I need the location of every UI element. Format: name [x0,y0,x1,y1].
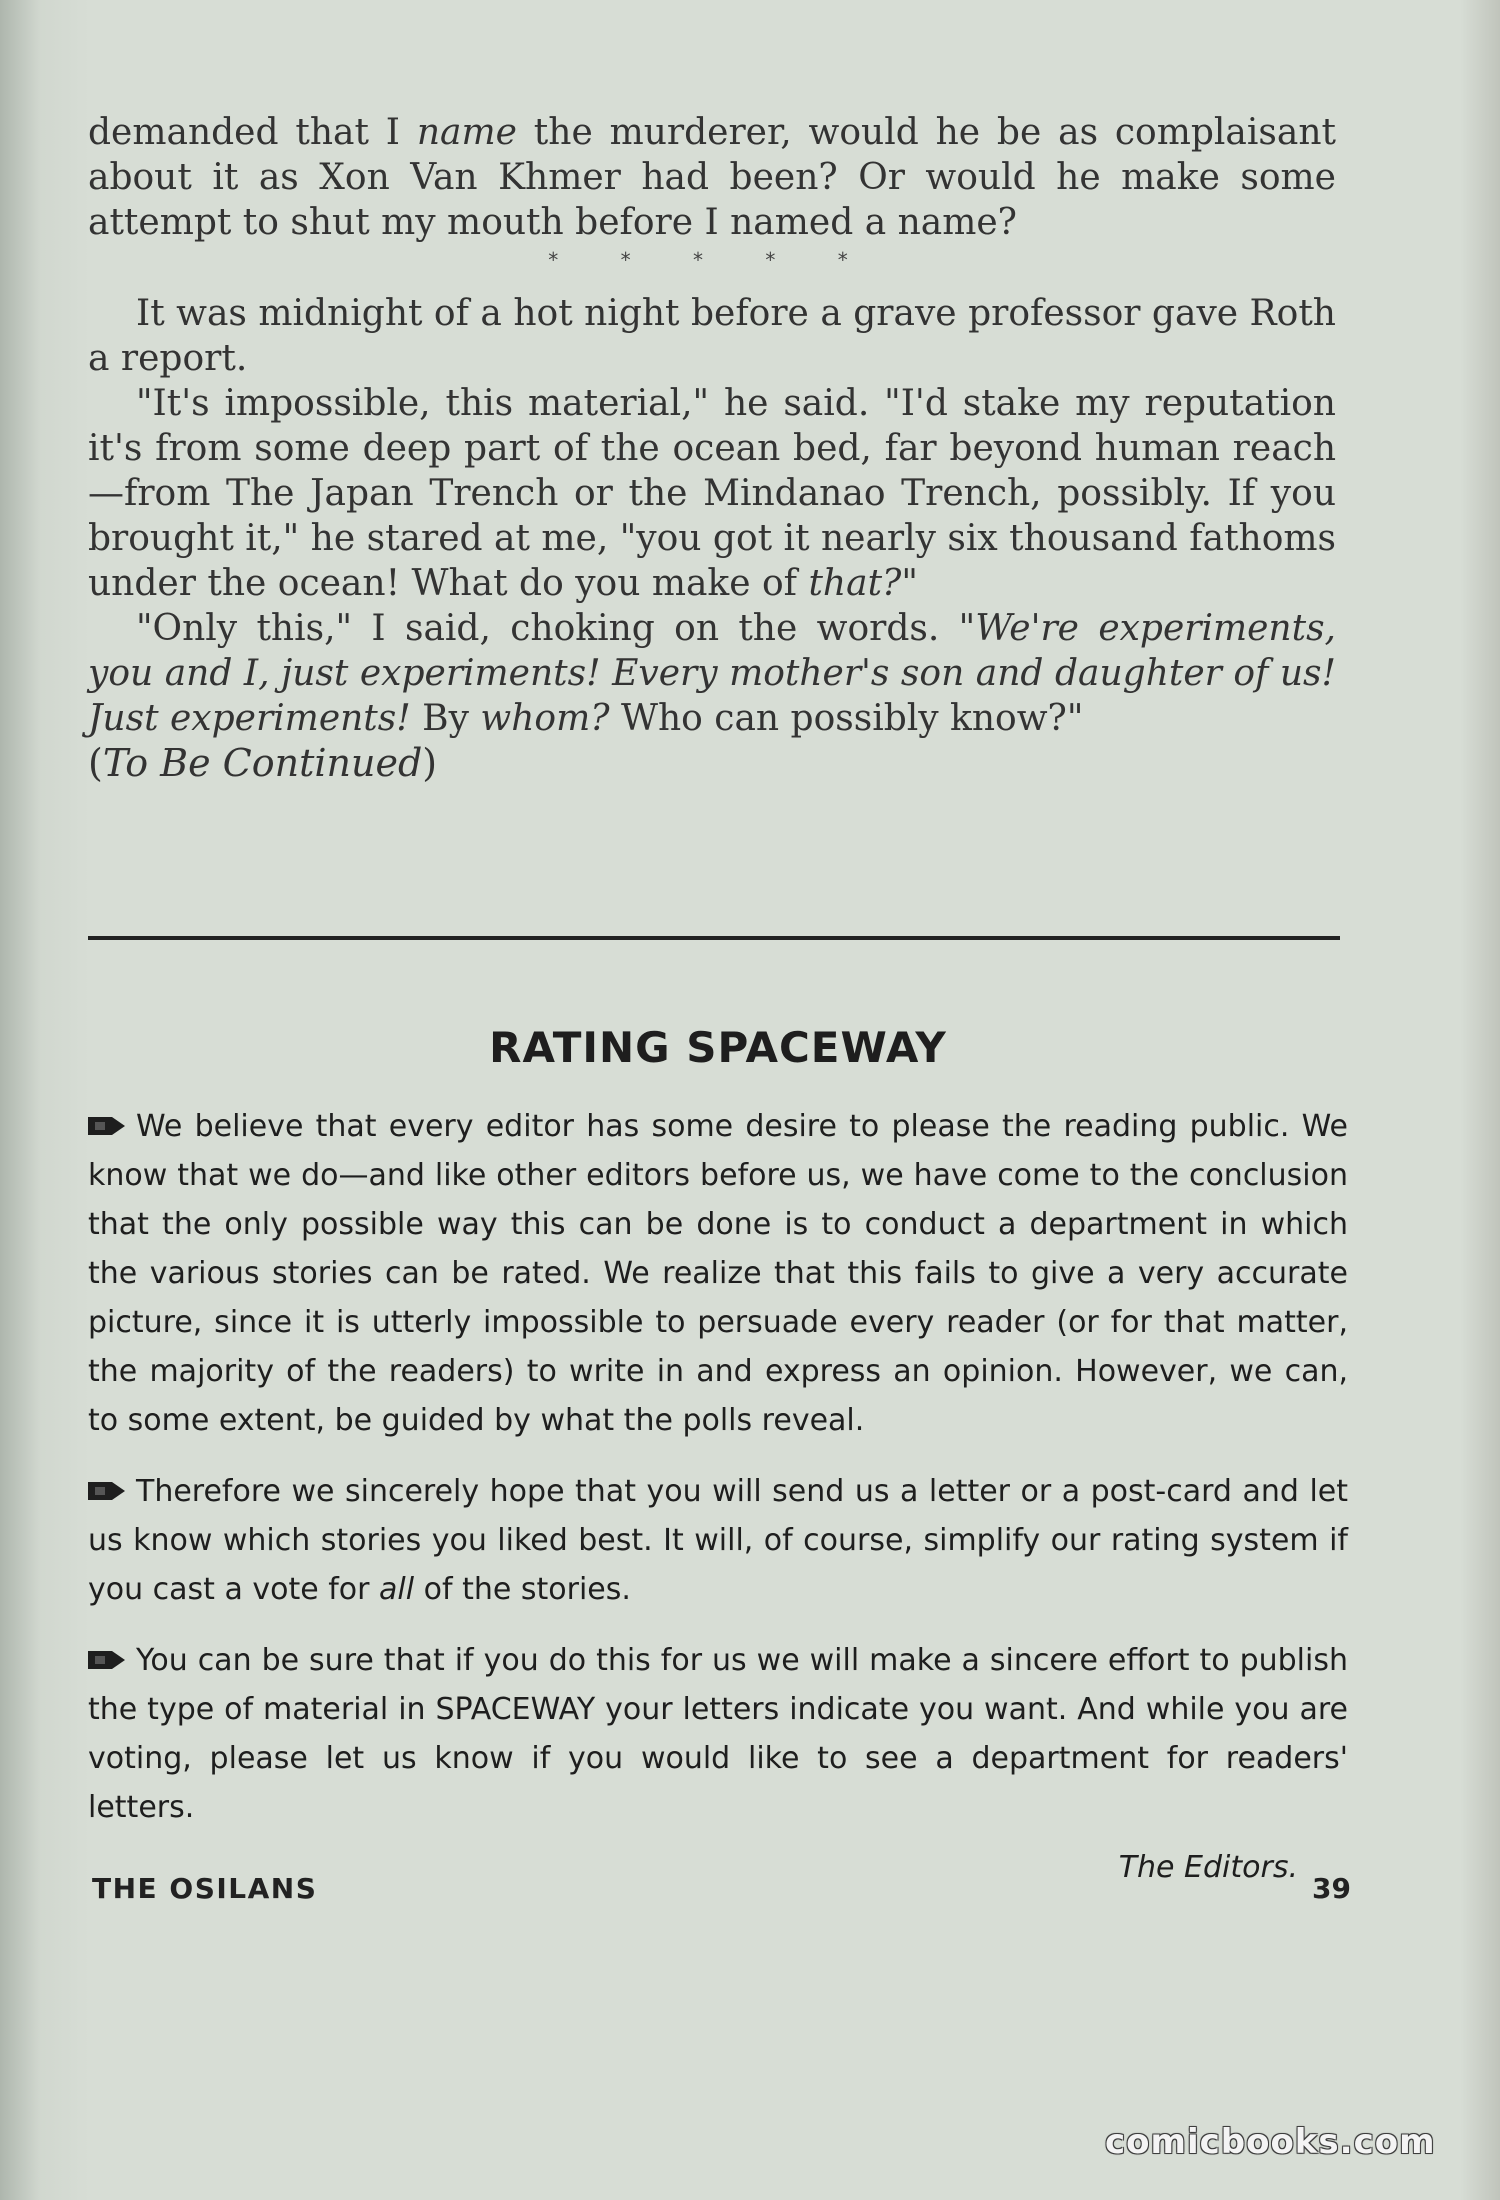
story-text-run: "Only this," I said, choking on the words. [136,608,959,649]
story-paragraph-1 [88,110,1336,245]
department-paragraph-1 [88,1102,1348,1445]
department-italic-run: all [379,1572,415,1607]
section-break-stars: * * * * * [548,248,876,272]
story-paragraph-3 [88,381,1336,606]
story-italic-run: whom? [480,698,610,739]
pointing-arrow-icon [88,1115,126,1137]
pointing-arrow-icon [88,1480,126,1502]
department-paragraph-text: Therefore we sincerely hope that you will send us a letter or a post-card and let us know which stories you liked best. It will, of course, simplify our rating system if you cast a vote for [88,1474,1348,1607]
department-paragraph-3 [88,1636,1348,1832]
page-number: 39 [1312,1872,1351,1905]
to-be-continued-text: To Be Continued [102,741,423,785]
department-paragraph-text: of the stories. [414,1572,631,1607]
running-footer-title: THE OSILANS [92,1872,318,1905]
pointing-arrow-icon [88,1649,126,1671]
rating-department [88,1022,1348,1885]
story-italic-run: that?" [808,563,918,604]
department-paragraph-text: You can be sure that if you do this for us we will make a sincere effort to publish the type of material in SPACEWAY your letters indicate you want. And while you are voting, please let us know if you would like to see a department for readers' letters. [88,1643,1348,1825]
story-text-run: By [410,698,481,739]
to-be-continued: (To Be Continued) [88,741,438,785]
department-paragraph-text: We believe that every editor has some desire to please the reading public. We know that we do—and like other editors before us, we have come to the conclusion that the only possible way this can be done is to conduct a department in which the various stories can be rated. We realize that this fails to give a very accurate picture, since it is utterly impossible to persuade every reader (or for that matter, the majority of the readers) to write in and express an opinion. However, we can, to some extent, be guided by what the polls reveal. [88,1109,1348,1438]
story-text-run: demanded that I [88,112,417,153]
department-paragraph-2 [88,1467,1348,1614]
story-text-run: Who can possibly know?" [609,698,1084,739]
editors-signoff: The Editors. [1118,1850,1298,1885]
story-italic-run: name [416,112,517,153]
story-text-run: the murderer, would he be as complaisant about it as Xon Van Khmer had been? Or would he make some attempt to shut my mouth before I named a name? [88,112,1336,243]
section-divider [88,936,1340,940]
story-italic-run: "We're experiments, you and I, just experiments! Every mother's son and daughter of us! Just experiments! [88,608,1337,739]
story-text [88,110,1336,786]
story-text-run: "It's impossible, this material," he said. "I'd stake my reputation it's from some deep part of the ocean bed, far beyond human reach—from The Japan Trench or the Mindanao Trench, possibly. If you brought it," he stared at me, "you got it nearly six thousand fathoms under the ocean! What do you make of [88,383,1337,604]
story-paragraph-4 [88,606,1336,741]
story-paragraph-2: It was midnight of a hot night before a grave professor gave Roth a report. [88,293,1336,379]
watermark: comicbooks.com [1105,2122,1436,2162]
department-title: RATING SPACEWAY [489,1023,947,1072]
